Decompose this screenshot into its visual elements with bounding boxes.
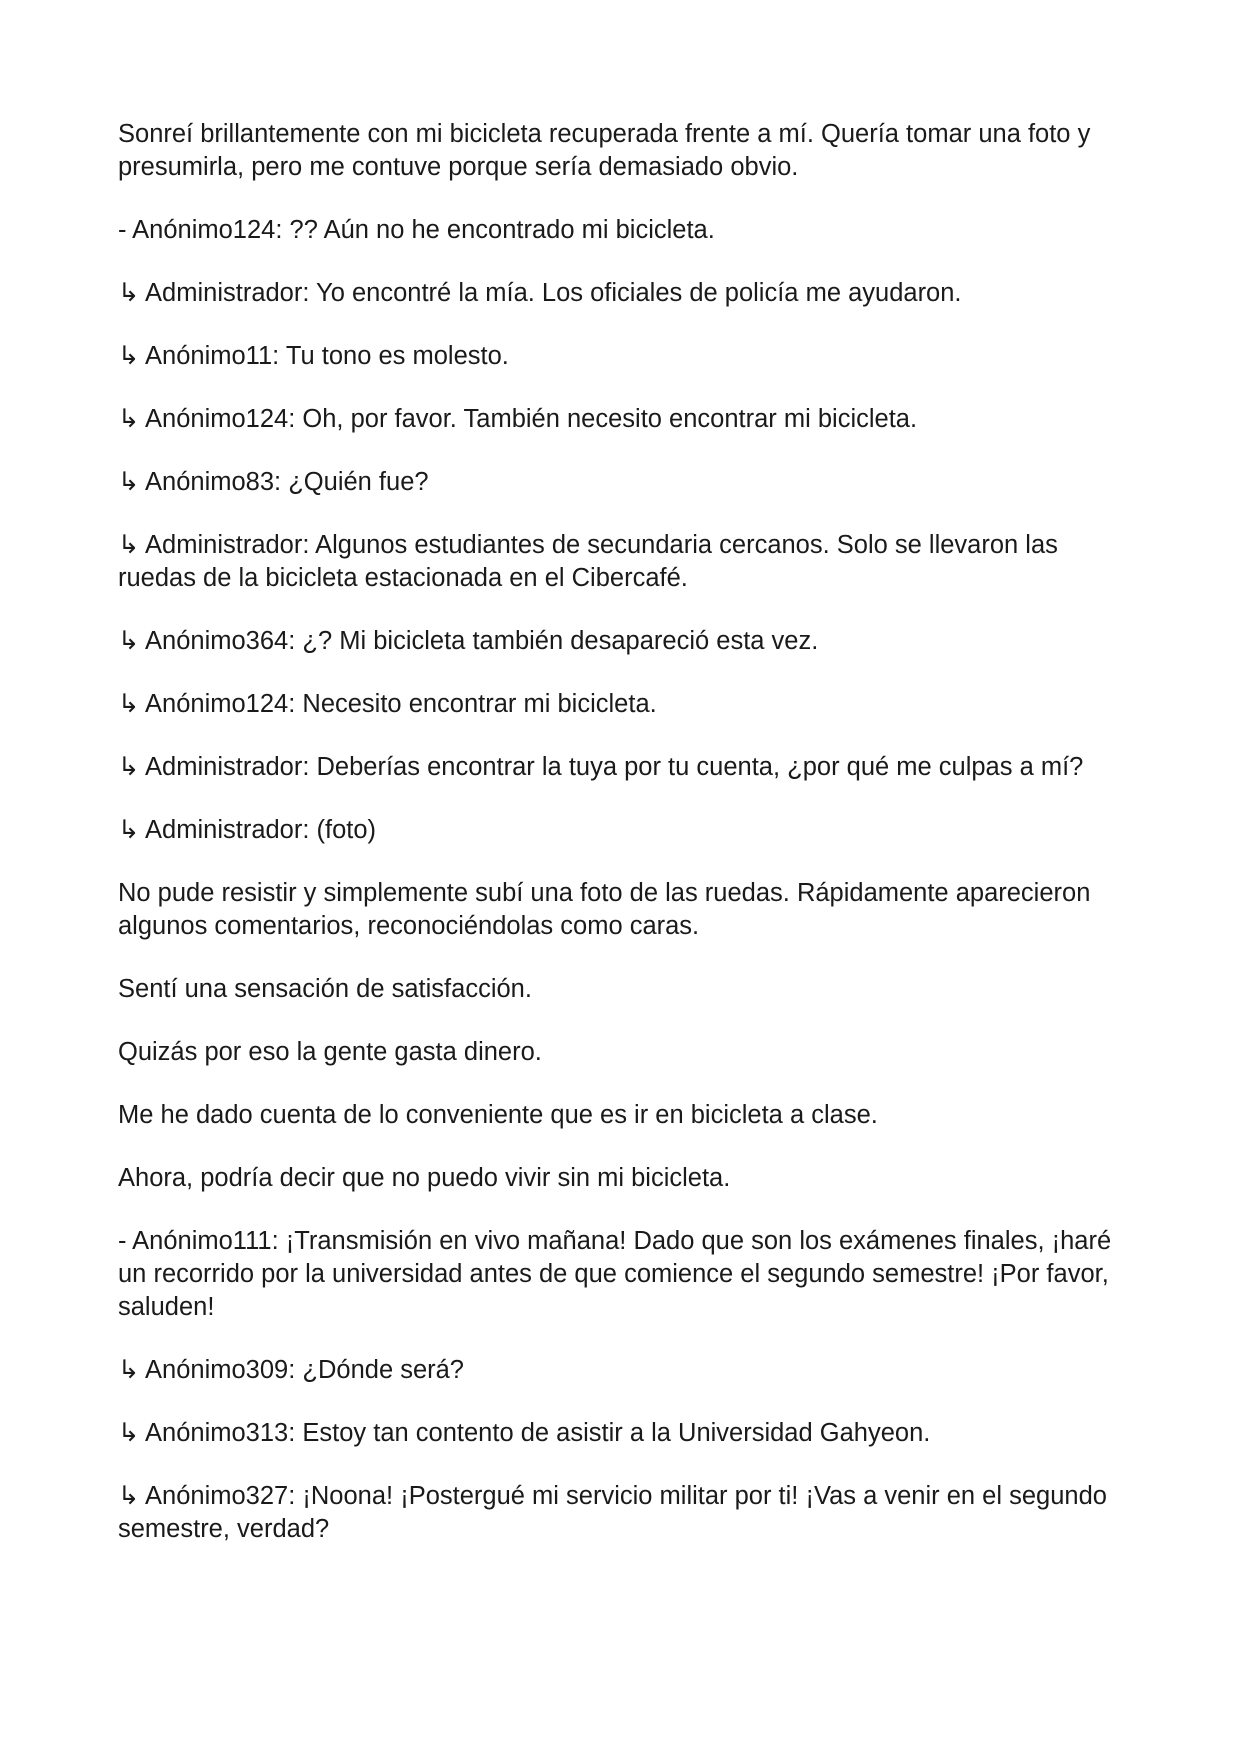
forum-reply: ↳ Anónimo124: Oh, por favor. También necesito encontrar mi bicicleta. — [118, 405, 918, 433]
narration-paragraph: Quizás por eso la gente gasta dinero. — [118, 1038, 542, 1066]
forum-reply: ↳ Anónimo83: ¿Quién fue? — [118, 468, 429, 496]
forum-reply: ↳ Anónimo327: ¡Noona! ¡Postergué mi servicio militar por ti! ¡Vas a venir en el segundo semestre, verdad? — [118, 1482, 1107, 1543]
forum-post: - Anónimo124: ?? Aún no he encontrado mi bicicleta. — [118, 216, 715, 244]
forum-post: - Anónimo111: ¡Transmisión en vivo mañana! Dado que son los exámenes finales, ¡haré un recorrido por la universidad antes de que comience el segundo semestre! ¡Por favor, saluden! — [118, 1227, 1112, 1321]
narration-paragraph: No pude resistir y simplemente subí una foto de las ruedas. Rápidamente aparecieron algunos comentarios, reconociéndolas como caras. — [118, 879, 1091, 940]
forum-reply: ↳ Administrador: (foto) — [118, 816, 377, 844]
forum-reply: ↳ Anónimo364: ¿? Mi bicicleta también desapareció esta vez. — [118, 627, 819, 655]
forum-reply: ↳ Administrador: Algunos estudiantes de secundaria cercanos. Solo se llevaron las ruedas de la bicicleta estacionada en el Cibercafé. — [118, 531, 1058, 592]
forum-reply: ↳ Anónimo313: Estoy tan contento de asistir a la Universidad Gahyeon. — [118, 1419, 931, 1447]
forum-reply: ↳ Anónimo309: ¿Dónde será? — [118, 1356, 464, 1384]
narration-paragraph: Ahora, podría decir que no puedo vivir sin mi bicicleta. — [118, 1164, 731, 1192]
narration-paragraph: Sonreí brillantemente con mi bicicleta recuperada frente a mí. Quería tomar una foto y presumirla, pero me contuve porque sería demasiado obvio. — [118, 120, 1091, 181]
forum-reply: ↳ Anónimo124: Necesito encontrar mi bicicleta. — [118, 690, 657, 718]
narration-paragraph: Me he dado cuenta de lo conveniente que es ir en bicicleta a clase. — [118, 1101, 878, 1129]
forum-reply: ↳ Anónimo11: Tu tono es molesto. — [118, 342, 509, 370]
forum-reply: ↳ Administrador: Yo encontré la mía. Los oficiales de policía me ayudaron. — [118, 279, 962, 307]
forum-reply: ↳ Administrador: Deberías encontrar la tuya por tu cuenta, ¿por qué me culpas a mí? — [118, 753, 1084, 781]
narration-paragraph: Sentí una sensación de satisfacción. — [118, 975, 532, 1003]
